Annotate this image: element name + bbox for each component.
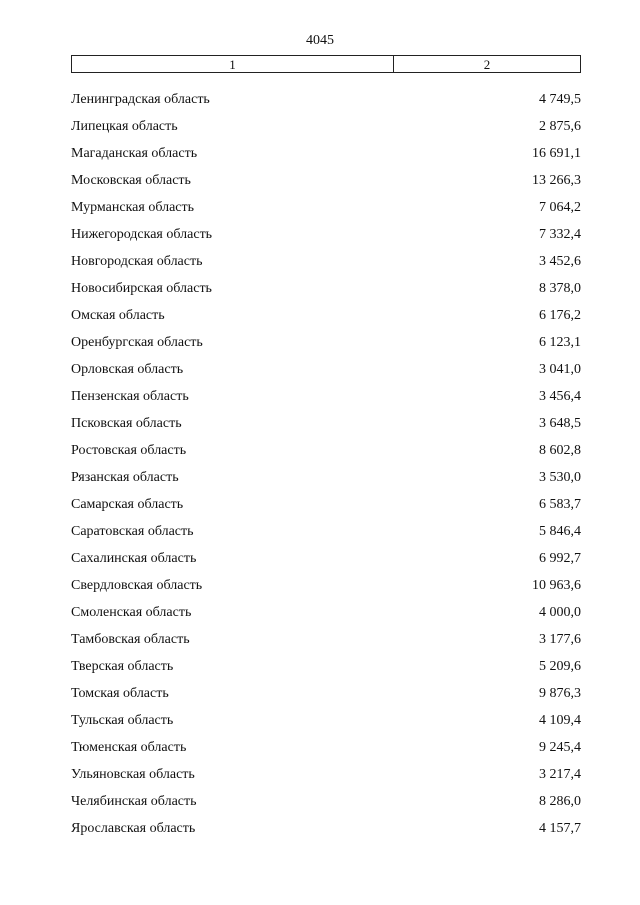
region-value: 6 123,1 — [539, 334, 581, 350]
table-row — [71, 680, 581, 707]
table-row — [71, 761, 581, 788]
table-row — [71, 140, 581, 167]
table-row — [71, 113, 581, 140]
region-name: Новосибирская область — [71, 280, 212, 296]
table-row — [71, 194, 581, 221]
region-value: 4 749,5 — [539, 91, 581, 107]
table-row — [71, 248, 581, 275]
region-value: 5 846,4 — [539, 523, 581, 539]
region-value: 6 583,7 — [539, 496, 581, 512]
table-row — [71, 464, 581, 491]
region-value: 8 378,0 — [539, 280, 581, 296]
region-value: 6 176,2 — [539, 307, 581, 323]
region-name: Саратовская область — [71, 523, 194, 539]
table-row — [71, 383, 581, 410]
region-name: Московская область — [71, 172, 191, 188]
table-row — [71, 221, 581, 248]
table-row — [71, 491, 581, 518]
region-name: Мурманская область — [71, 199, 195, 215]
region-name: Челябинская область — [71, 793, 197, 809]
table-row — [71, 599, 581, 626]
table-row — [71, 518, 581, 545]
table-row — [71, 788, 581, 815]
table-header — [71, 55, 581, 73]
region-name: Тверская область — [71, 658, 174, 674]
region-value: 9 876,3 — [539, 685, 581, 701]
region-table-body — [71, 86, 581, 842]
region-value: 4 000,0 — [539, 604, 581, 620]
table-row — [71, 707, 581, 734]
region-name: Тамбовская область — [71, 631, 190, 647]
table-row — [71, 356, 581, 383]
region-value: 9 245,4 — [539, 739, 581, 755]
region-value: 7 332,4 — [539, 226, 581, 242]
region-value: 8 602,8 — [539, 442, 581, 458]
region-value: 3 217,4 — [539, 766, 581, 782]
region-name: Омская область — [71, 307, 165, 323]
column-header-1: 1 — [72, 56, 394, 72]
table-row — [71, 329, 581, 356]
table-row — [71, 275, 581, 302]
table-row — [71, 572, 581, 599]
region-name: Липецкая область — [71, 118, 178, 134]
region-value: 10 963,6 — [532, 577, 581, 593]
region-value: 3 456,4 — [539, 388, 581, 404]
region-value: 3 530,0 — [539, 469, 581, 485]
region-value: 6 992,7 — [539, 550, 581, 566]
region-name: Рязанская область — [71, 469, 179, 485]
region-name: Нижегородская область — [71, 226, 213, 242]
page-number: 4045 — [306, 33, 334, 48]
region-name: Оренбургская область — [71, 334, 203, 350]
table-row — [71, 437, 581, 464]
region-name: Смоленская область — [71, 604, 192, 620]
table-row — [71, 410, 581, 437]
region-value: 4 109,4 — [539, 712, 581, 728]
region-name: Томская область — [71, 685, 169, 701]
region-name: Тульская область — [71, 712, 174, 728]
region-name: Орловская область — [71, 361, 184, 377]
table-row — [71, 545, 581, 572]
region-value: 16 691,1 — [532, 145, 581, 161]
region-value: 3 648,5 — [539, 415, 581, 431]
table-row — [71, 167, 581, 194]
region-name: Сахалинская область — [71, 550, 197, 566]
table-row — [71, 815, 581, 842]
region-value: 5 209,6 — [539, 658, 581, 674]
region-name: Пензенская область — [71, 388, 189, 404]
region-value: 8 286,0 — [539, 793, 581, 809]
region-name: Новгородская область — [71, 253, 203, 269]
table-row — [71, 734, 581, 761]
table-row — [71, 302, 581, 329]
region-name: Самарская область — [71, 496, 184, 512]
region-name: Тюменская область — [71, 739, 187, 755]
region-value: 2 875,6 — [539, 118, 581, 134]
region-name: Ростовская область — [71, 442, 187, 458]
region-name: Псковская область — [71, 415, 182, 431]
region-value: 3 177,6 — [539, 631, 581, 647]
table-row — [71, 653, 581, 680]
region-name: Магаданская область — [71, 145, 198, 161]
region-value: 7 064,2 — [539, 199, 581, 215]
region-name: Ульяновская область — [71, 766, 195, 782]
table-row — [71, 626, 581, 653]
column-header-2: 2 — [483, 56, 491, 72]
region-name: Ярославская область — [71, 820, 196, 836]
region-value: 13 266,3 — [532, 172, 581, 188]
table-row — [71, 86, 581, 113]
region-name: Ленинградская область — [71, 91, 210, 107]
region-value: 4 157,7 — [539, 820, 581, 836]
region-value: 3 452,6 — [539, 253, 581, 269]
region-name: Свердловская область — [71, 577, 203, 593]
region-value: 3 041,0 — [539, 361, 581, 377]
